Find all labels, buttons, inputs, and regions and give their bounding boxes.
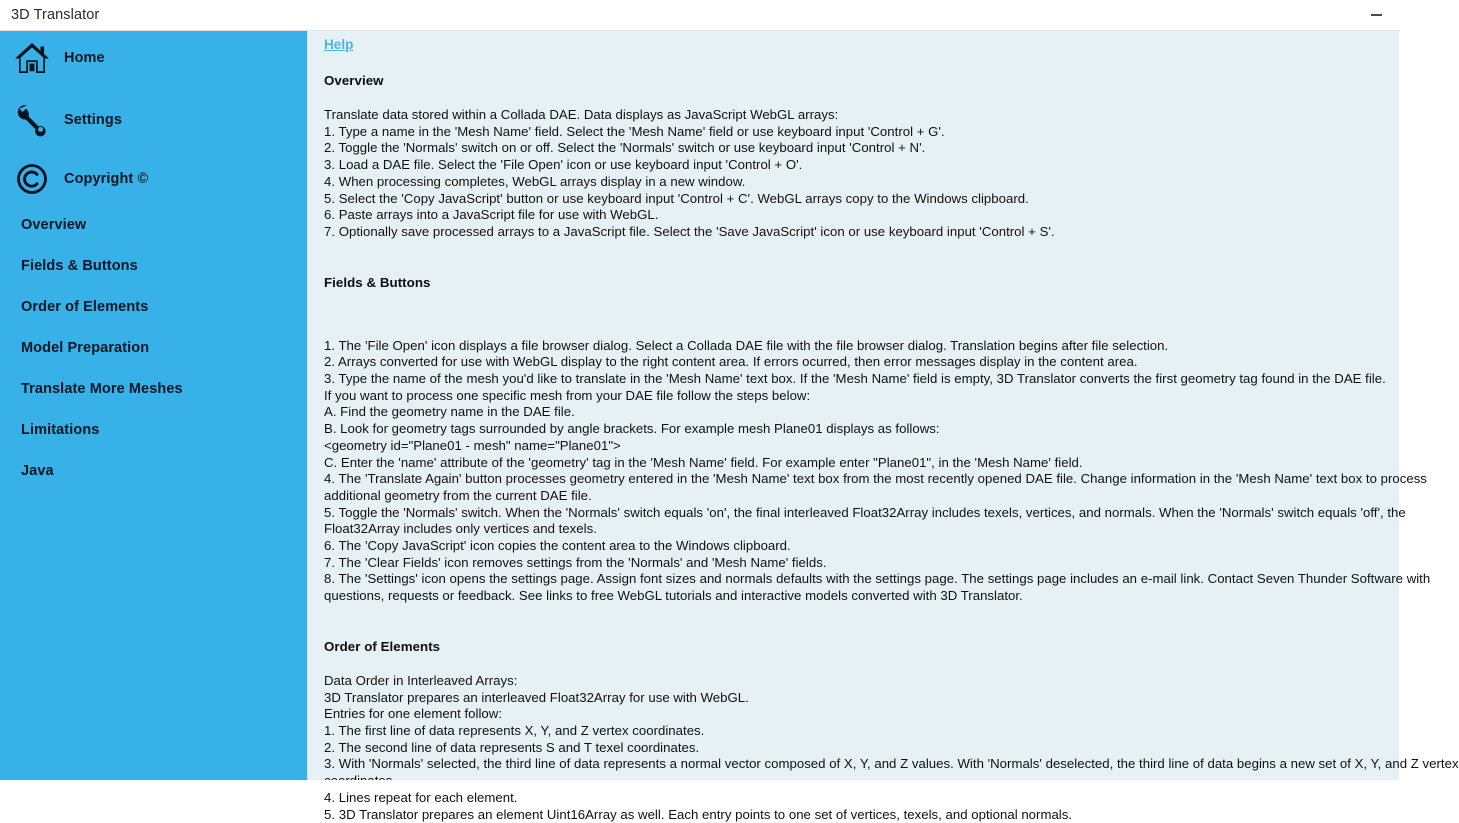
text-line: 8. The 'Settings' icon opens the settings page. Assign font sizes and normals defaults with the settings page. The settings page includes an e-mail link. Contact Seven Thunder Software with — [324, 571, 1391, 588]
text-line: If you want to process one specific mesh from your DAE file follow the steps below: — [324, 388, 1391, 405]
text-line: B. Look for geometry tags surrounded by angle brackets. For example mesh Plane01 displays as follows: — [324, 421, 1391, 438]
sidebar-item-model-preparation[interactable] — [0, 336, 307, 360]
content-area — [308, 31, 1399, 780]
home-icon — [0, 42, 64, 74]
text-line: 1. The 'File Open' icon displays a file browser dialog. Select a Collada DAE file with the file browser dialog. Translation begins after file selection. — [324, 338, 1391, 355]
text-line: 3. Load a DAE file. Select the 'File Open' icon or use keyboard input 'Control + O'. — [324, 157, 1391, 174]
content-inner — [324, 36, 1391, 823]
section-overview-title: Overview — [324, 72, 1391, 89]
sidebar-item-translate-more-meshes-label: Translate More Meshes — [21, 381, 183, 397]
spacer — [324, 89, 1391, 107]
title-bar — [0, 0, 1399, 31]
section-overview — [324, 72, 1391, 241]
text-line: 6. Paste arrays into a JavaScript file for use with WebGL. — [324, 207, 1391, 224]
text-line: C. Enter the 'name' attribute of the 'geometry' tag in the 'Mesh Name' field. For example enter "Plane01", in the 'Mesh Name' field. — [324, 455, 1391, 472]
window-bottom-strip — [0, 780, 1399, 787]
window-title: 3D Translator — [11, 7, 99, 23]
text-line: questions, requests or feedback. See links to free WebGL tutorials and interactive models converted with 3D Translator. — [324, 588, 1391, 605]
text-line: 1. The first line of data represents X, Y, and Z vertex coordinates. — [324, 723, 1391, 740]
sidebar-item-overview-label: Overview — [21, 217, 86, 233]
section-fields-buttons-title: Fields & Buttons — [324, 274, 1391, 291]
sidebar-item-overview[interactable] — [0, 213, 307, 237]
sidebar-item-copyright[interactable] — [0, 153, 307, 205]
spacer — [324, 605, 1391, 638]
sidebar-item-settings[interactable] — [0, 94, 307, 146]
sidebar-item-fields-buttons[interactable] — [0, 254, 307, 278]
minimize-button[interactable] — [1353, 0, 1399, 30]
sidebar-item-limitations[interactable] — [0, 418, 307, 442]
text-line: 3D Translator prepares an interleaved Float32Array for use with WebGL. — [324, 690, 1391, 707]
text-line: 1. Type a name in the 'Mesh Name' field. Select the 'Mesh Name' field or use keyboard input 'Control + G'. — [324, 124, 1391, 141]
sidebar-item-home-label: Home — [64, 50, 105, 66]
sidebar-item-java-label: Java — [21, 463, 54, 479]
minimize-icon — [1371, 14, 1382, 16]
text-line: Translate data stored within a Collada DAE. Data displays as JavaScript WebGL arrays: — [324, 107, 1391, 124]
sidebar-item-settings-label: Settings — [64, 112, 122, 128]
text-line: 3. With 'Normals' selected, the third line of data represents a normal vector composed of X, Y, and Z values. With 'Normals' deselected, the third line of data begins a new set of X, Y, and Z vertex — [324, 756, 1391, 773]
text-line: 5. Toggle the 'Normals' switch. When the 'Normals' switch equals 'on', the final interleaved Float32Array includes texels, vertices, and normals. When the 'Normals' switch equals 'off', the — [324, 505, 1391, 522]
text-line: A. Find the geometry name in the DAE file. — [324, 404, 1391, 421]
text-line: 2. Toggle the 'Normals' switch on or off. Select the 'Normals' switch or use keyboard input 'Control + N'. — [324, 140, 1391, 157]
text-line: 6. The 'Copy JavaScript' icon copies the content area to the Windows clipboard. — [324, 538, 1391, 555]
text-line: 7. The 'Clear Fields' icon removes settings from the 'Normals' and 'Mesh Name' fields. — [324, 555, 1391, 572]
wrench-icon — [0, 103, 64, 137]
spacer — [324, 241, 1391, 274]
help-link[interactable]: Help — [324, 36, 353, 54]
text-line: 7. Optionally save processed arrays to a JavaScript file. Select the 'Save JavaScript' icon or use keyboard input 'Control + S'. — [324, 224, 1391, 241]
spacer — [324, 54, 1391, 72]
text-line: 2. The second line of data represents S and T texel coordinates. — [324, 740, 1391, 757]
sidebar-item-fields-buttons-label: Fields & Buttons — [21, 258, 138, 274]
sidebar-item-translate-more-meshes[interactable] — [0, 377, 307, 401]
body-wrapper — [0, 31, 1399, 787]
text-line: Float32Array includes only vertices and texels. — [324, 521, 1391, 538]
text-line: 5. 3D Translator prepares an element Uint16Array as well. Each entry points to one set of vertices, texels, and optional normals. — [324, 807, 1391, 823]
text-line: 2. Arrays converted for use with WebGL display to the right content area. If errors ocurred, then error messages display in the content area. — [324, 354, 1391, 371]
sidebar-item-order-of-elements-label: Order of Elements — [21, 299, 148, 315]
text-line: 4. The 'Translate Again' button processes geometry entered in the 'Mesh Name' text box from the most recently opened DAE file. Change information in the 'Mesh Name' text box to process — [324, 471, 1391, 488]
spacer — [324, 655, 1391, 673]
sidebar-item-home[interactable] — [0, 32, 307, 84]
copyright-icon — [0, 163, 64, 195]
text-line: Entries for one element follow: — [324, 706, 1391, 723]
sidebar-item-model-preparation-label: Model Preparation — [21, 340, 149, 356]
text-line: <geometry id="Plane01 - mesh" name="Plane01"> — [324, 438, 1391, 455]
sidebar-item-java[interactable] — [0, 459, 307, 483]
spacer — [324, 291, 1391, 338]
sidebar-item-order-of-elements[interactable] — [0, 295, 307, 319]
text-line: 4. Lines repeat for each element. — [324, 790, 1391, 807]
section-fields-buttons — [324, 274, 1391, 605]
text-line: 3. Type the name of the mesh you'd like to translate in the 'Mesh Name' text box. If the 'Mesh Name' field is empty, 3D Translator converts the first geometry tag found in the DAE file. — [324, 371, 1391, 388]
section-order-of-elements — [324, 638, 1391, 823]
text-line: Data Order in Interleaved Arrays: — [324, 673, 1391, 690]
sidebar-item-limitations-label: Limitations — [21, 422, 99, 438]
text-line: additional geometry from the current DAE file. — [324, 488, 1391, 505]
text-line: 5. Select the 'Copy JavaScript' button or use keyboard input 'Control + C'. WebGL arrays copy to the Windows clipboard. — [324, 191, 1391, 208]
section-order-of-elements-title: Order of Elements — [324, 638, 1391, 655]
text-line: 4. When processing completes, WebGL arrays display in a new window. — [324, 174, 1391, 191]
sidebar-item-copyright-label: Copyright © — [64, 171, 148, 187]
sidebar — [0, 31, 307, 780]
